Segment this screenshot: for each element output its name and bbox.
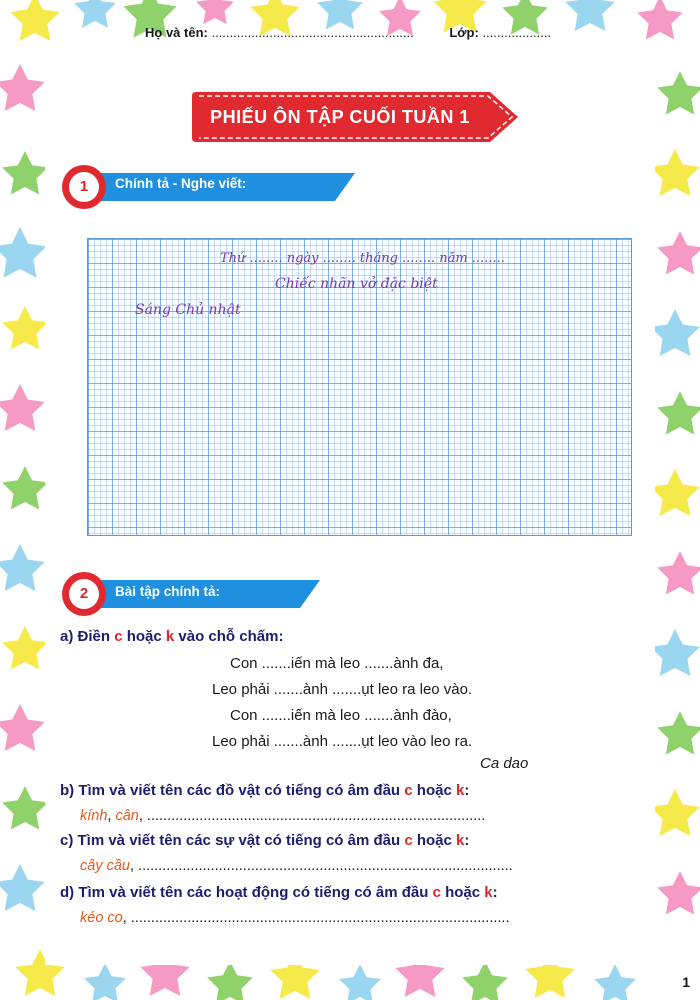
letter-k: k bbox=[165, 628, 175, 645]
question-c bbox=[60, 832, 469, 849]
letter-k: k bbox=[455, 782, 465, 799]
dictation-first-line: Sáng Chủ nhật bbox=[135, 302, 241, 318]
letter-c: c bbox=[432, 884, 441, 901]
answer-d-word-1: kéo co bbox=[80, 910, 123, 926]
poem-line-3[interactable]: Con .......iến mà leo .......ành đào, bbox=[230, 707, 452, 724]
page-number: 1 bbox=[682, 974, 690, 990]
question-c-colon: : bbox=[464, 832, 470, 849]
question-c-prefix: c) Tìm và viết tên các sự vật có tiếng có âm đầu bbox=[60, 832, 401, 849]
answer-c[interactable] bbox=[80, 858, 513, 874]
answer-b-separator: , bbox=[107, 808, 116, 824]
class-field[interactable]: ................... bbox=[482, 25, 552, 40]
question-a-or: hoặc bbox=[126, 628, 162, 645]
question-b bbox=[60, 782, 469, 799]
question-b-prefix: b) Tìm và viết tên các đồ vật có tiếng có âm đầu bbox=[60, 782, 401, 799]
question-b-or: hoặc bbox=[416, 782, 452, 799]
section-1-badge bbox=[60, 163, 108, 211]
question-d-or: hoặc bbox=[445, 884, 481, 901]
question-d bbox=[60, 884, 498, 901]
answer-d[interactable] bbox=[80, 910, 509, 926]
page-title: PHIẾU ÔN TẬP CUỐI TUẦN 1 bbox=[210, 107, 470, 127]
question-c-or: hoặc bbox=[416, 832, 452, 849]
poem-line-2[interactable]: Leo phải .......ành .......ụt leo ra leo vào. bbox=[212, 681, 473, 698]
name-label: Họ và tên: bbox=[145, 25, 208, 40]
poem-source: Ca dao bbox=[480, 755, 529, 772]
answer-d-dots: , .............................................................................................. bbox=[122, 910, 510, 926]
section-1-label: Chính tả - Nghe viết: bbox=[115, 176, 247, 191]
answer-b-word-1: kính bbox=[80, 808, 108, 824]
letter-c: c bbox=[114, 628, 123, 645]
date-line: Thứ ........ ngày ........ tháng ........ năm ........ bbox=[220, 251, 505, 266]
letter-c: c bbox=[404, 782, 413, 799]
question-a-suffix: vào chỗ chấm: bbox=[178, 628, 284, 645]
poem-line-1[interactable]: Con .......iến mà leo .......ành đa, bbox=[230, 655, 444, 672]
dictation-heading: Chiếc nhãn vở đặc biệt bbox=[275, 276, 438, 292]
answer-b-word-2: cân bbox=[115, 808, 139, 824]
letter-c: c bbox=[404, 832, 413, 849]
section-2-badge bbox=[60, 570, 108, 618]
answer-c-word-1: cây cầu bbox=[80, 858, 130, 874]
student-info-line bbox=[145, 25, 645, 40]
poem-line-4[interactable]: Leo phải .......ành .......ụt leo vào leo ra. bbox=[212, 733, 473, 750]
answer-b[interactable] bbox=[80, 808, 485, 824]
section-2-number: 2 bbox=[79, 585, 89, 602]
question-a-prefix: a) Điền bbox=[60, 628, 111, 645]
question-d-colon: : bbox=[492, 884, 498, 901]
question-b-colon: : bbox=[464, 782, 470, 799]
title-banner bbox=[190, 90, 520, 144]
class-label: Lớp: bbox=[449, 25, 479, 40]
name-field[interactable]: ........................................................ bbox=[211, 25, 414, 40]
question-d-prefix: d) Tìm và viết tên các hoạt động có tiếng có âm đầu bbox=[60, 884, 429, 901]
letter-k: k bbox=[456, 832, 465, 849]
section-2-label: Bài tập chính tả: bbox=[115, 584, 221, 599]
letter-k: k bbox=[484, 884, 493, 901]
answer-b-dots: , .................................................................................... bbox=[138, 808, 486, 824]
section-1-number: 1 bbox=[79, 178, 89, 195]
answer-c-dots: , ............................................................................................. bbox=[129, 858, 513, 874]
question-a bbox=[60, 628, 283, 645]
